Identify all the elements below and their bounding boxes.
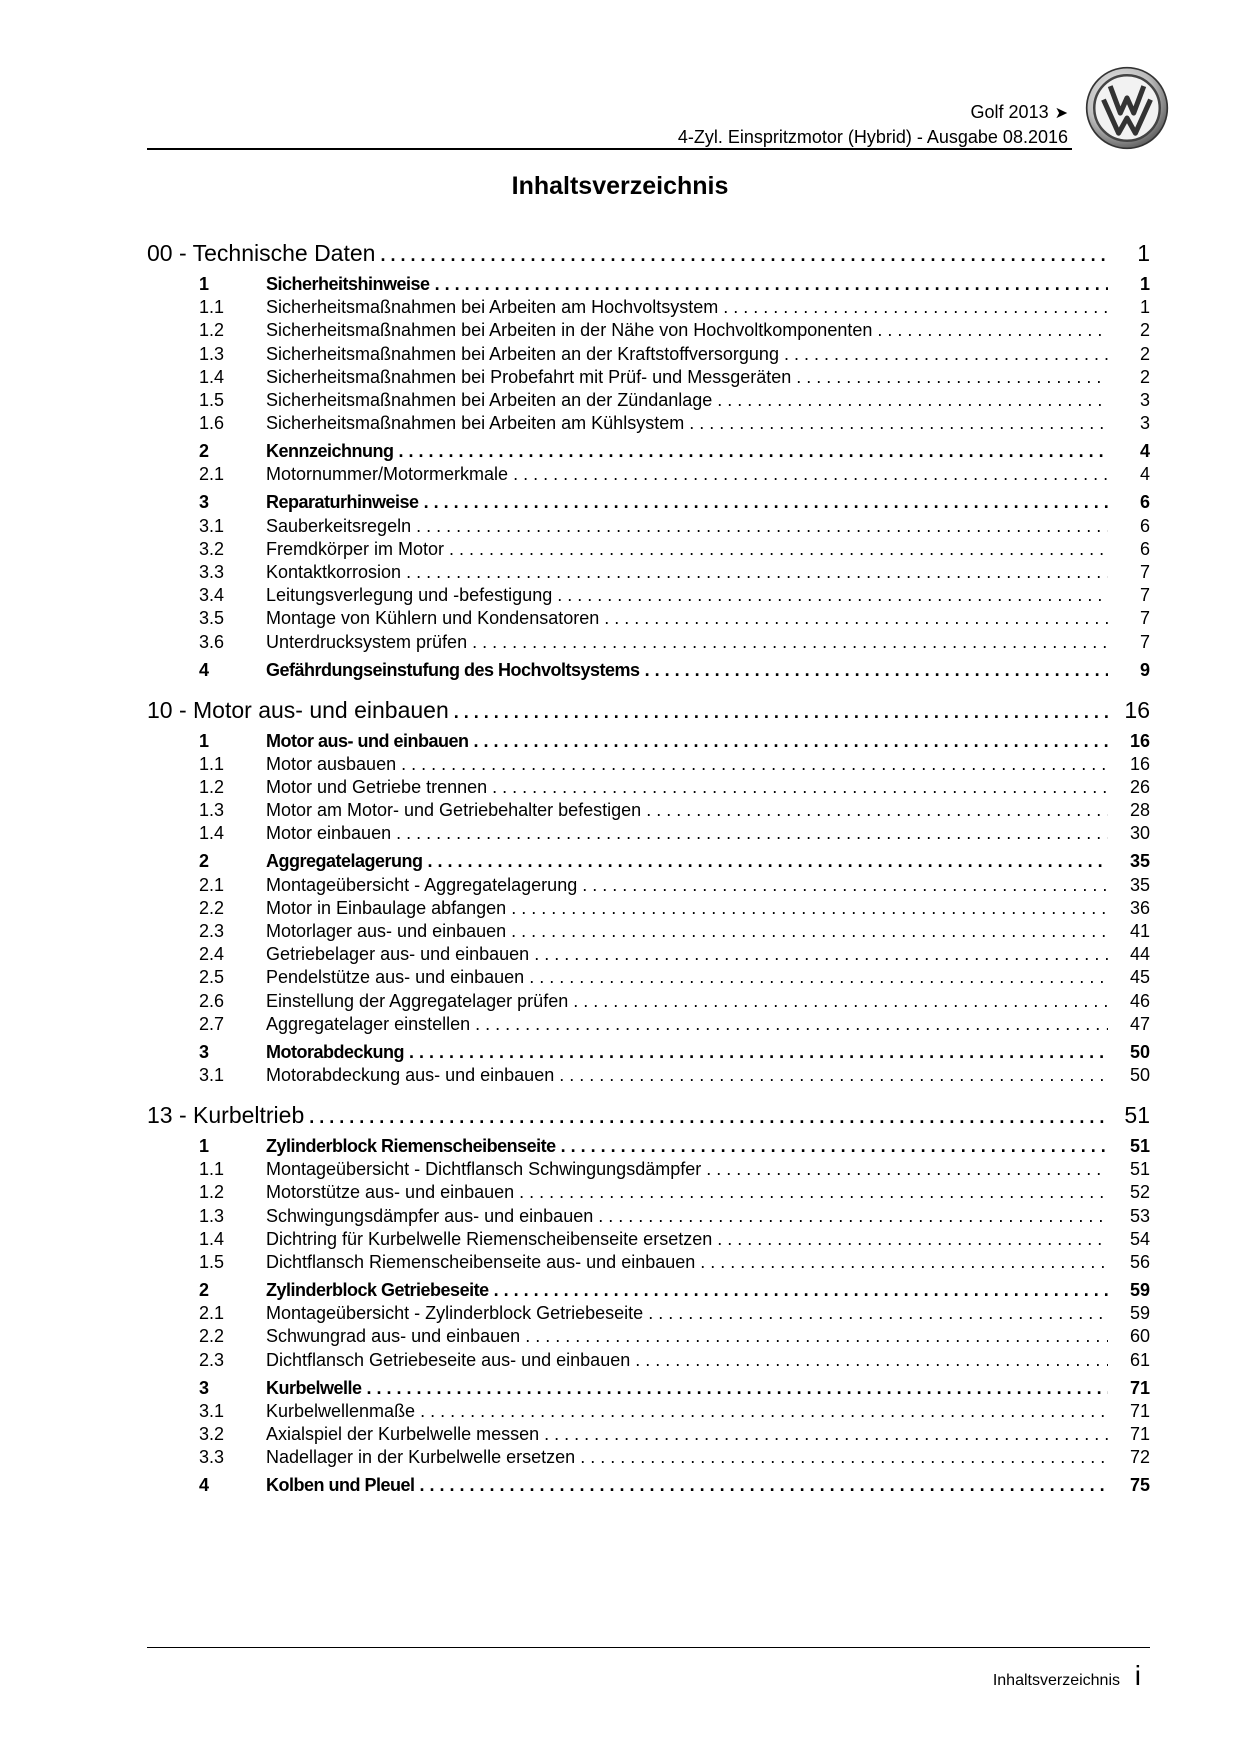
toc-title: Gefährdungseinstufung des Hochvoltsystems . . . — [266, 657, 1108, 683]
toc-title: Sicherheitsmaßnahmen bei Probefahrt mit Prüf- und Messgeräten . . . — [266, 364, 1108, 390]
toc-title: Reparaturhinweise . . . — [266, 489, 1108, 515]
toc-item[interactable] — [147, 513, 1150, 539]
toc-title: Zylinderblock Riemenscheibenseite . . . — [266, 1133, 1108, 1159]
toc-page-number: 28 — [1129, 800, 1150, 821]
toc-item[interactable] — [147, 461, 1150, 487]
toc-title: Zylinderblock Getriebeseite . . . — [266, 1277, 1108, 1303]
toc-item[interactable] — [147, 410, 1150, 436]
toc-title: Einstellung der Aggregatelager prüfen . . . — [266, 988, 1108, 1014]
toc-title: Sicherheitsmaßnahmen bei Arbeiten am Hochvoltsystem . . . — [266, 294, 1108, 320]
toc-number: 2.5 — [199, 967, 225, 988]
toc-page-number: 26 — [1129, 777, 1150, 797]
toc-page-number: 4 — [1139, 464, 1150, 485]
page-title: Inhaltsverzeichnis — [511, 172, 729, 200]
toc-page-number: 35 — [1129, 851, 1150, 872]
toc-section[interactable] — [147, 1133, 1150, 1159]
toc-number: 2.6 — [199, 990, 225, 1011]
toc-title: Sicherheitsmaßnahmen bei Arbeiten am Kühlsystem . . . — [266, 410, 1108, 436]
toc-page-number: 46 — [1129, 990, 1150, 1011]
toc-item[interactable] — [147, 1249, 1150, 1275]
toc-number: 3.3 — [199, 1447, 225, 1468]
toc-title: Aggregatelager einstellen . . . — [266, 1011, 1108, 1037]
toc-number: 3.2 — [199, 1424, 225, 1444]
toc-section[interactable] — [147, 657, 1150, 683]
toc-number: 1.1 — [199, 297, 225, 318]
toc-page-number: 59 — [1129, 1303, 1150, 1324]
toc-number: 3 — [199, 1377, 210, 1398]
toc-item[interactable] — [147, 1203, 1150, 1229]
toc-title: 00 - Technische Daten . . . — [147, 237, 1108, 269]
footer-label: Inhaltsverzeichnis — [992, 1672, 1120, 1689]
toc-item[interactable] — [147, 751, 1150, 777]
toc-title: Montage von Kühlern und Kondensatoren . . . — [266, 605, 1108, 631]
toc-page-number: 72 — [1129, 1447, 1150, 1468]
toc-title: Sauberkeitsregeln . . . — [266, 513, 1108, 539]
toc-page-number: 53 — [1129, 1205, 1150, 1226]
toc-title: Sicherheitsmaßnahmen bei Arbeiten an der Zündanlage . . . — [266, 387, 1108, 413]
toc-number: 2.1 — [199, 874, 225, 895]
arrow-right-icon: ➤ — [1054, 105, 1068, 122]
toc-page-number: 71 — [1129, 1424, 1150, 1444]
toc-title: Dichtflansch Riemenscheibenseite aus- und einbauen . . . — [266, 1249, 1108, 1275]
toc-page-number: 1 — [1139, 297, 1150, 318]
toc-number: 1.3 — [199, 1205, 225, 1226]
toc-item[interactable] — [147, 559, 1150, 585]
toc-title: Montageübersicht - Dichtflansch Schwingungsdämpfer . . . — [266, 1156, 1108, 1182]
toc-item[interactable] — [147, 820, 1150, 846]
toc-page-number: 7 — [1139, 631, 1150, 652]
toc-title: Motor in Einbaulage abfangen . . . — [266, 895, 1108, 921]
toc-number: 4 — [199, 659, 210, 680]
toc-page-number: 44 — [1129, 944, 1150, 965]
toc-item[interactable] — [147, 918, 1150, 944]
toc-number: 1.2 — [199, 1182, 225, 1203]
toc-section[interactable] — [147, 1375, 1150, 1401]
toc-chapter[interactable] — [147, 1099, 1150, 1131]
toc-page-number: 7 — [1139, 608, 1150, 629]
toc-item[interactable] — [147, 364, 1150, 390]
toc-page-number: 16 — [1129, 730, 1150, 751]
toc-number: 2.4 — [199, 944, 225, 965]
toc-title: Motor einbauen . . . — [266, 820, 1108, 846]
toc-page-number: 50 — [1129, 1041, 1150, 1062]
toc-number: 1 — [199, 274, 210, 294]
toc-title: Motor und Getriebe trennen . . . — [266, 774, 1108, 800]
toc-item[interactable] — [147, 872, 1150, 898]
toc-number: 3.5 — [199, 608, 225, 629]
toc-title: Motorstütze aus- und einbauen . . . — [266, 1179, 1108, 1205]
toc-page-number: 6 — [1139, 492, 1150, 513]
toc-item[interactable] — [147, 964, 1150, 990]
header-model-text: Golf 2013 — [970, 102, 1049, 122]
toc-title: Motor am Motor- und Getriebehalter befestigen . . . — [266, 797, 1108, 823]
toc-page-number: 3 — [1139, 413, 1150, 434]
toc-number: 1.5 — [199, 1252, 225, 1272]
toc-page-number: 51 — [1129, 1136, 1150, 1156]
toc-title: Unterdrucksystem prüfen . . . — [266, 629, 1108, 655]
toc-title: Sicherheitsmaßnahmen bei Arbeiten in der Nähe von Hochvoltkomponenten . . . — [266, 317, 1108, 343]
toc-page-number: 45 — [1129, 967, 1150, 988]
toc-number: 1.5 — [199, 390, 225, 410]
toc-title: Getriebelager aus- und einbauen . . . — [266, 941, 1108, 967]
toc-page-number: 30 — [1129, 823, 1150, 844]
toc-section[interactable] — [147, 848, 1150, 874]
toc-item[interactable] — [147, 1300, 1150, 1326]
toc-item[interactable] — [147, 582, 1150, 608]
toc-item[interactable] — [147, 797, 1150, 823]
toc-page-number: 9 — [1139, 659, 1150, 680]
toc-title: Sicherheitsmaßnahmen bei Arbeiten an der Kraftstoffversorgung . . . — [266, 341, 1108, 367]
header-divider — [147, 148, 1072, 150]
toc-number: 2.7 — [199, 1013, 225, 1034]
toc-page-number: 6 — [1139, 538, 1150, 559]
toc-item[interactable] — [147, 317, 1150, 343]
toc-number: 1.3 — [199, 800, 225, 821]
toc-page-number: 51 — [1124, 1102, 1150, 1128]
toc-page-number: 52 — [1129, 1182, 1150, 1203]
toc-item[interactable] — [147, 895, 1150, 921]
toc-number: 3 — [199, 492, 210, 513]
toc-item[interactable] — [147, 941, 1150, 967]
toc-title: 10 - Motor aus- und einbauen . . . — [147, 694, 1108, 726]
toc-page-number: 56 — [1129, 1252, 1150, 1272]
toc-number: 1.4 — [199, 366, 225, 387]
toc-section[interactable] — [147, 1277, 1150, 1303]
toc-page-number: 4 — [1139, 441, 1150, 462]
header-model — [971, 101, 1068, 125]
toc-number: 2.1 — [199, 464, 225, 485]
toc-page-number: 6 — [1139, 515, 1150, 536]
toc-title: Pendelstütze aus- und einbauen . . . — [266, 964, 1108, 990]
toc-section[interactable] — [147, 728, 1150, 754]
toc-item[interactable] — [147, 536, 1150, 562]
toc-title: Aggregatelagerung . . . — [266, 848, 1108, 874]
toc-number: 1.1 — [199, 1159, 225, 1180]
toc-page-number: 7 — [1139, 562, 1150, 582]
toc-page-number: 60 — [1129, 1326, 1150, 1347]
toc-page-number: 54 — [1129, 1228, 1150, 1249]
toc-number: 3.1 — [199, 515, 225, 536]
toc-item[interactable] — [147, 629, 1150, 655]
toc-title: Kurbelwelle . . . — [266, 1375, 1108, 1401]
toc-page-number: 59 — [1129, 1280, 1150, 1300]
toc-section[interactable] — [147, 1039, 1150, 1065]
toc-page-number: 2 — [1139, 366, 1150, 387]
toc-page-number: 71 — [1129, 1377, 1150, 1398]
toc-item[interactable] — [147, 605, 1150, 631]
toc-item[interactable] — [147, 1421, 1150, 1447]
toc-page-number: 47 — [1129, 1013, 1150, 1034]
toc-title: Motornummer/Motormerkmale . . . — [266, 461, 1108, 487]
toc-section[interactable] — [147, 489, 1150, 515]
toc-chapter[interactable] — [147, 237, 1150, 269]
toc-item[interactable] — [147, 1323, 1150, 1349]
footer-divider — [147, 1647, 1150, 1648]
toc-title: Nadellager in der Kurbelwelle ersetzen . . . — [266, 1444, 1108, 1470]
toc-page-number: 16 — [1124, 696, 1150, 723]
toc-item[interactable] — [147, 1444, 1150, 1470]
toc-title: Kennzeichnung . . . — [266, 438, 1108, 464]
toc-number: 4 — [199, 1475, 210, 1496]
toc-number: 3.1 — [199, 1065, 225, 1085]
toc-item[interactable] — [147, 387, 1150, 413]
toc-title: Motor aus- und einbauen . . . — [266, 728, 1108, 754]
toc-number: 1.4 — [199, 823, 225, 844]
footer-page-number: i — [1134, 1660, 1141, 1691]
toc-item[interactable] — [147, 294, 1150, 320]
toc-title: Dichtring für Kurbelwelle Riemenscheibenseite ersetzen . . . — [266, 1226, 1108, 1252]
toc-number: 2.3 — [199, 1349, 225, 1370]
toc-page-number: 51 — [1129, 1159, 1150, 1180]
toc-title: Kurbelwellenmaße . . . — [266, 1398, 1108, 1424]
toc-page-number: 71 — [1129, 1400, 1150, 1421]
toc-page-number: 1 — [1137, 240, 1150, 266]
toc-chapter[interactable] — [147, 694, 1150, 726]
vw-logo-icon — [1085, 66, 1169, 150]
toc-page-number: 1 — [1139, 274, 1150, 294]
toc-title: Dichtflansch Getriebeseite aus- und einbauen . . . — [266, 1347, 1108, 1373]
toc-number: 3.2 — [199, 538, 225, 559]
toc-title: Sicherheitshinweise . . . — [266, 271, 1108, 297]
header-subtitle: 4-Zyl. Einspritzmotor (Hybrid) - Ausgabe 08.2016 — [677, 127, 1068, 147]
toc-title: Leitungsverlegung und -befestigung . . . — [266, 582, 1108, 608]
toc-item[interactable] — [147, 1011, 1150, 1037]
toc-number: 3.1 — [199, 1400, 225, 1421]
toc-number: 1 — [199, 730, 210, 751]
toc-title: Fremdkörper im Motor . . . — [266, 536, 1108, 562]
toc-number: 2.2 — [199, 1326, 225, 1347]
toc-number: 2.2 — [199, 897, 225, 918]
toc-page-number: 2 — [1139, 320, 1150, 341]
toc-page-number: 3 — [1139, 390, 1150, 410]
toc-title: Motor ausbauen . . . — [266, 751, 1108, 777]
toc-section[interactable] — [147, 1472, 1150, 1498]
toc-title: Schwungrad aus- und einbauen . . . — [266, 1323, 1108, 1349]
toc-item[interactable] — [147, 1179, 1150, 1205]
toc-item[interactable] — [147, 1062, 1150, 1088]
toc-section[interactable] — [147, 438, 1150, 464]
toc-item[interactable] — [147, 341, 1150, 367]
toc-number: 2 — [199, 441, 210, 462]
toc-page-number: 50 — [1129, 1065, 1150, 1085]
toc-title: Kolben und Pleuel . . . — [266, 1472, 1108, 1498]
toc-item[interactable] — [147, 774, 1150, 800]
toc-number: 3.4 — [199, 585, 225, 606]
toc-number: 1.2 — [199, 320, 225, 341]
toc-number: 1.6 — [199, 413, 225, 434]
toc-number: 3.3 — [199, 562, 225, 582]
toc-title: Axialspiel der Kurbelwelle messen . . . — [266, 1421, 1108, 1447]
toc-item[interactable] — [147, 988, 1150, 1014]
toc-page-number: 41 — [1129, 921, 1150, 941]
toc-page-number: 35 — [1129, 874, 1150, 895]
toc-item[interactable] — [147, 1398, 1150, 1424]
toc-page-number: 2 — [1139, 343, 1150, 364]
toc-number: 2 — [199, 1280, 210, 1300]
toc-section[interactable] — [147, 271, 1150, 297]
toc-page-number: 36 — [1129, 897, 1150, 918]
toc-title: Motorlager aus- und einbauen . . . — [266, 918, 1108, 944]
toc-number: 3 — [199, 1041, 210, 1062]
toc-title: Motorabdeckung aus- und einbauen . . . — [266, 1062, 1108, 1088]
toc-title: Schwingungsdämpfer aus- und einbauen . . . — [266, 1203, 1108, 1229]
toc-item[interactable] — [147, 1347, 1150, 1373]
toc-page-number: 75 — [1129, 1475, 1150, 1496]
toc-number: 2.1 — [199, 1303, 225, 1324]
toc-title: Kontaktkorrosion . . . — [266, 559, 1108, 585]
toc-number: 1.3 — [199, 343, 225, 364]
toc-title: Montageübersicht - Zylinderblock Getriebeseite . . . — [266, 1300, 1108, 1326]
toc-title: 13 - Kurbeltrieb . . . — [147, 1099, 1108, 1131]
toc-title: Motorabdeckung . . . — [266, 1039, 1108, 1065]
toc-number: 1.2 — [199, 777, 225, 797]
toc-item[interactable] — [147, 1156, 1150, 1182]
toc-page-number: 16 — [1129, 753, 1150, 774]
toc-number: 2.3 — [199, 921, 225, 941]
toc-item[interactable] — [147, 1226, 1150, 1252]
toc-page-number: 61 — [1129, 1349, 1150, 1370]
toc-page-number: 7 — [1139, 585, 1150, 606]
toc-number: 3.6 — [199, 631, 225, 652]
toc-number: 1 — [199, 1136, 210, 1156]
toc-number: 2 — [199, 851, 210, 872]
toc-title: Montageübersicht - Aggregatelagerung . . . — [266, 872, 1108, 898]
toc-number: 1.1 — [199, 753, 225, 774]
toc-number: 1.4 — [199, 1228, 225, 1249]
